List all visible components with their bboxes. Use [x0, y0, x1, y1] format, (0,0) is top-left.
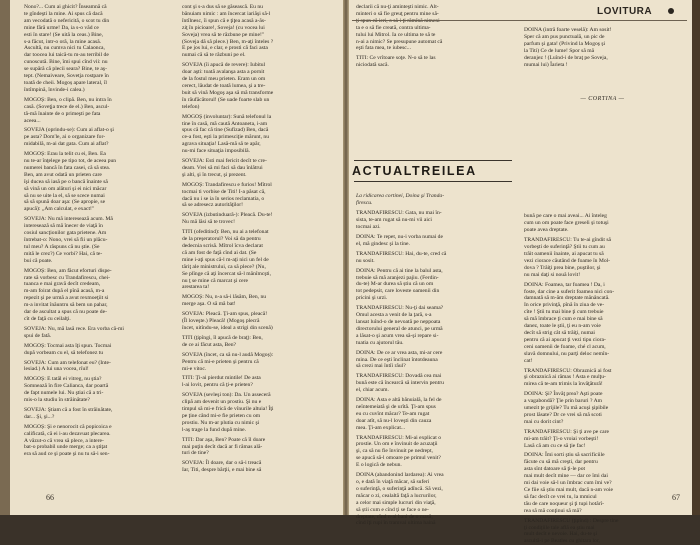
- text-line: [524, 82, 682, 89]
- text-line: calificată, că ei i-au dezavuat plecarea.: [24, 430, 111, 437]
- text-line: spui de fată.: [24, 332, 52, 339]
- text-line: E o logică de nebun.: [356, 462, 402, 469]
- text-line: SOVEJA (oprindu-se): Cum ai aflat-o şi: [24, 127, 114, 134]
- text-line: mi-e vitoc.: [182, 365, 207, 372]
- section-rule-top: [354, 160, 512, 161]
- text-line: Ce fiie să știu mai mult, dacă n-am voie: [524, 487, 614, 493]
- text-line: bănuiam nimic : am încercat iariăşi să-l: [182, 10, 271, 17]
- text-line: Soveja) vrea să te răzbune pe mine!": [182, 31, 265, 38]
- text-line: esti în stare! (Se uită la ceas.) Bine,: [24, 31, 104, 38]
- text-line: E pe jos lui, e clar, e prosti că faci asta: [182, 45, 268, 52]
- text-line: [524, 200, 682, 207]
- text-line: de fapt numele lui. Nu ştiai că a tri-: [24, 390, 104, 397]
- text-line: [524, 186, 682, 193]
- text-line: agrava situaţia! Lasă-mă să te apăr,: [182, 141, 261, 148]
- text-line: mea. Ţi-am explicat...: [356, 424, 406, 431]
- text-line: tăriţ ale ministrului, ca să plece? (Nu,: [182, 263, 266, 270]
- text-column-2: [182, 4, 332, 482]
- text-line: umezit ţe grijile? Tu mă acuşi şipibile: [524, 405, 609, 412]
- text-line: Somnează în fire Calianca, dar poartă: [24, 383, 109, 390]
- text-line: încet, uitîndu-se, ideal a strigi din scenă): [182, 324, 273, 331]
- text-line: nu-mi face situaţia imposibilă.: [182, 148, 251, 155]
- text-line: firescu.: [356, 200, 373, 207]
- running-header-title: LOVITURA: [597, 6, 653, 17]
- text-line: după vorbeam cu el, să telefonez tu: [24, 349, 104, 356]
- text-line: [356, 124, 516, 131]
- text-line: prost lăsate? Dr ce vrei să mă scoti: [524, 411, 602, 418]
- text-line: niciodată sacă.: [356, 62, 389, 69]
- text-line: dar toocea lui taică-tu m-au terribil de: [24, 52, 109, 59]
- text-line: foste, dar cine a suferit foamea nici con-: [524, 288, 615, 295]
- text-line: [524, 117, 682, 124]
- text-line: MOGOȘ: Erau la telit cu ei, Ben. Ea: [24, 151, 106, 158]
- text-line: A văzut-o că vrea să plece, a intere-: [24, 437, 104, 444]
- text-line: TRANDAFIRESCU: Obraznică ai fost: [524, 367, 612, 374]
- text-line: SOVEJA: Esti mai fericit decît te cre-: [182, 158, 267, 165]
- text-line: Iar, Titi, despre bărţii, e mai bine să: [182, 467, 262, 474]
- text-line: [524, 138, 682, 145]
- text-line: ce-a fost, eşti la primesciţie mărunt, nu: [182, 134, 269, 141]
- text-line: Sper că am pus punctuală, un pic de: [524, 33, 605, 40]
- text-line: cunoscută. Bine, îmi spui cînd vii: nu: [24, 59, 108, 66]
- text-line: dedecnia scrisă. Mîtrol îcva declarat: [182, 243, 263, 249]
- text-line: DOINA (abandonind lardarea): Ai vrea: [356, 472, 444, 479]
- text-line: [356, 69, 516, 76]
- text-line: ceni oamenii de foame, ché cl acum,: [524, 343, 606, 350]
- text-line: n-ai a nimic? Se presupune automat că: [356, 38, 443, 45]
- text-line: [524, 172, 682, 179]
- text-line: decît să strig cât să trăiţi, numai: [524, 329, 595, 336]
- text-line: [356, 152, 516, 159]
- text-line: du-te) M-ar durea să știu că un om: [356, 281, 434, 288]
- text-line: nu te-ar înţelege pe tipo tot, de aceea pun: [24, 158, 117, 165]
- text-line: să să spună doar aşa: (Se apropie, se: [24, 199, 106, 206]
- text-line: MOGOȘ (involuntar): Sună telefonul la: [182, 113, 272, 120]
- text-line: timpul să mi-e frică de vînurile altuia! Îţi: [182, 406, 274, 413]
- text-line: [524, 110, 682, 117]
- text-line: Nono?... Cum ai ghicit? Înseamnă că: [24, 4, 107, 10]
- text-line: TRANDAFIRESCU: Mi-ai explicat o: [356, 434, 441, 441]
- text-line: [524, 131, 682, 138]
- text-line: de ce ai făcut asta, Ben?: [182, 341, 237, 348]
- text-line: La ridicarea cortinei, Doina şi Tranda-: [356, 193, 445, 200]
- text-line: să crezi mai întîi răul?: [356, 363, 406, 370]
- text-line: se apucă să-l omoare pe primul venit?: [356, 455, 441, 462]
- text-line: nu ţ se mine că marcat şi cere: [182, 277, 249, 284]
- text-line: a vagabondă? Ţie prin baruri ? Am: [524, 398, 602, 405]
- section-rule-bottom: [354, 181, 512, 182]
- text-line: Se plînge că aţi încercat să-l mănîmcşti,: [182, 270, 272, 277]
- text-line: lansat luînd-o de nevoată pe neppoata: [356, 318, 441, 325]
- text-line: SOVEJA: Îl doare, dar o să-i treacă: [182, 460, 262, 467]
- text-line: tă-mă înainte de o primeşti pe fata: [24, 110, 101, 117]
- text-line: vezi ciorace căutând de foame în Mol-: [524, 257, 611, 264]
- text-line: nu sosit.: [356, 257, 375, 264]
- text-line: (Soveja dă să plece.) Ben, m-aţi înteles ?: [182, 38, 274, 45]
- text-line: [356, 18, 516, 25]
- text-line: spus că fac că tine (Sufizad) Ben, dacă: [182, 127, 269, 134]
- text-line: TITI: Ce vrîtoare soţe. N-o să te las: [356, 55, 436, 62]
- text-line: ziţ în picioare!, Soveja! (cu vocea lui: [182, 24, 265, 31]
- text-line: [524, 124, 682, 131]
- text-line: întîmpină, învinde-i calea.): [24, 86, 85, 93]
- page-number-left: 66: [46, 493, 54, 502]
- text-line: bună pe care o mai aveai... Ai înteleg: [524, 213, 607, 220]
- text-line: a celor mai simple lucruri din viaţă,: [356, 499, 436, 506]
- text-line: SOVEJA: Pleacă. Ţi-am spus, pleacă!: [182, 311, 268, 318]
- text-line: rate să vorbesc cu Trandafirescu, chei-: [24, 274, 111, 281]
- text-line: SOVEJA: Nu mă interesează acum. Mă: [24, 216, 113, 223]
- text-line: [524, 165, 682, 172]
- text-line: eşti fata mea, te iubesc...: [356, 45, 411, 52]
- text-line: interesează să mă înecer de viaţă în: [24, 223, 103, 230]
- text-line: tului lui Mitrol. Ia ce ultima te să te: [356, 31, 436, 38]
- text-line: bui că poate.: [24, 257, 53, 264]
- text-line: cît de faţă cu ceilalţi.: [24, 315, 71, 322]
- text-line: pe ţine când mi-e fie prieten cu om: [182, 412, 261, 419]
- text-line: să nu se uite la el, să se scece numai: [24, 192, 105, 199]
- text-line: întrebat-o: Nono, vrei să fii un plăcu-: [24, 237, 108, 243]
- text-line: TRANDAFIRESCU: Dovadă cea mai: [356, 373, 442, 380]
- text-line: Lasă că am cu ce să ţie fac!: [524, 442, 586, 449]
- text-line: [356, 90, 516, 97]
- text-line: rea să mă conţinui să mă?: [524, 507, 582, 514]
- text-line: clipă am devenit un prostiu. Şi nu e: [182, 399, 262, 406]
- text-line: să știi cum e cînd ţi se face o ne-: [356, 506, 429, 513]
- text-line: poate avea dreptate.: [524, 227, 569, 234]
- text-line: [356, 97, 516, 104]
- text-line: [356, 104, 516, 111]
- text-line: DOINA: Şi? Învăţ prea? Aşti poate: [524, 391, 603, 398]
- text-line: nu mai daţi si nouă lovit!: [524, 271, 581, 278]
- text-line: slavă domnului, nu parţi deloc nemîn-: [524, 350, 610, 357]
- text-line: [524, 151, 682, 158]
- text-line: SOVEJA (sevleşi ton): Da. Un asseceră: [182, 392, 271, 399]
- text-line: şi alti, şi în trecut, şi prezent.: [182, 171, 247, 178]
- text-line: în răufăcătorul! (Se uade foarte slab un: [182, 96, 270, 103]
- text-line: arestarea ta!: [182, 284, 210, 291]
- text-line: mis-o la studiu în străinătate?: [24, 397, 90, 404]
- text-line: MOGOȘ: Ben, o clipă. Ben, nu intra în: [24, 96, 112, 103]
- text-line: mult decît e nevoie. Hai, du-te şi: [524, 531, 598, 538]
- text-line: aceea...: [24, 117, 41, 124]
- text-line: prostiu. Nu m-ar plutia cu nimic şi: [182, 419, 260, 426]
- text-line: [356, 83, 516, 90]
- text-line: s-a făcut, intr-o oră, la mine acasă.: [24, 38, 102, 45]
- text-line: cat!: [524, 357, 533, 364]
- section-title: ACTUALTREILEA: [352, 164, 477, 178]
- text-line: TRANDAFIRESCU: Hai, du-te, cred că: [356, 250, 447, 257]
- text-line: TRANDAFIRESCU: Şi ţi ave pe care: [524, 428, 609, 435]
- text-line: TRANDAFIRESCU (ţipînd) : Despre tine: [524, 517, 619, 524]
- text-line: repezit şi pe urmă a avut rexmoeţiit si: [24, 295, 109, 302]
- text-line: dova ? Trăiţi prea bine, puştilor, şi: [524, 264, 601, 271]
- text-line: Pentru că mi-e prieten şi pentru că: [182, 358, 259, 365]
- text-line: dar de ascultat a spus că nu poate de-: [24, 309, 107, 316]
- text-line: declarii că nu-ţi aminteşti nimic. Alt-: [356, 4, 439, 10]
- text-line: TITI (ofeditind): Ben, nu ai a telefonat: [182, 229, 269, 236]
- text-line: mina. De ce eşti înclinat întotdeauna: [356, 356, 438, 363]
- text-line: doar aşti: toată avalanşa asta a pornit: [182, 69, 265, 76]
- text-line: a lăsat-o şi acum vrea să-şi repare si-: [356, 332, 439, 339]
- text-line: ţi condiţiile tale află ea ştiu mai: [524, 524, 595, 531]
- text-line: parfum şi gata! (Privind la Mogoş şi: [524, 40, 606, 47]
- text-line: [524, 144, 682, 151]
- text-line: prostie. Un om e învinuit de acuzaţii: [356, 441, 438, 448]
- text-line: mi-am trăit? Ţi-o vroiai vorbeşti!: [524, 435, 599, 442]
- text-line: asta sînt datoare să ţi-le pot: [524, 466, 586, 473]
- text-line: ascultă-i pe Beatles cu ghitara lor,: [524, 538, 600, 545]
- text-line: apucă): „Am calculat, e exact!": [24, 206, 95, 213]
- text-line: dacă nu i se ia în serios reclamatia, o: [182, 195, 265, 202]
- text-column-1: [24, 4, 174, 482]
- text-line: tul meu? A răspuns că nu ştie. (Se: [24, 243, 100, 250]
- text-line: TRANDAFIRESCU: Tu te-ai gîndit să: [524, 237, 612, 244]
- text-line: merge aşa. O să mă bat!: [182, 301, 236, 308]
- text-line: întîlnesc, îi spun că e ţiţea acasă a-ăs-: [182, 17, 266, 24]
- text-line: minteri o să fie greuţ pentru mine să-: [356, 10, 439, 17]
- text-line: cerect, lăudat de toată lumea, şi a tre-: [182, 82, 266, 89]
- text-line: el, chiar acum.: [356, 387, 389, 394]
- text-line: o suferinţă, o suferinţă adîncă. Să vezi,: [356, 485, 443, 492]
- text-line: era să aud ce şi poate şi nu tu să-i sen-: [24, 451, 110, 458]
- text-line: sista, te-am rugat să nu-mi vii aici: [356, 217, 432, 224]
- text-line: mită le crez?) Ce vorbi? Hai, că te-: [24, 250, 103, 257]
- text-line: măcar o zi, cealaltă faţă a lucrurilor,: [356, 492, 437, 499]
- text-line: casă. (Soveţja trece de el.) Ben, ascul-: [24, 103, 110, 110]
- text-line: tine în casă, mă caută Antoaneta, i-am: [182, 120, 268, 127]
- text-line: deranjez ! (Luînd-i de braţ pe Soveja,: [524, 54, 608, 61]
- cortina-marker: — CORTINA —: [580, 96, 625, 102]
- text-line: am vecodată o nefericită, o scot tu din: [24, 17, 110, 24]
- text-line: te gîndeşti la mine. Ai spus că dacă: [24, 10, 103, 17]
- text-line: [524, 103, 682, 110]
- header-rule: [352, 20, 687, 21]
- text-line: eu cu cuvînt măcar? Te-am rugat: [356, 410, 430, 417]
- text-line: pe asta? Dom'le, ai o organizare for-: [24, 134, 106, 141]
- book-edge: [692, 0, 700, 515]
- text-line: TRANDAFIRESCU: Gata, nu mai în-: [356, 210, 442, 217]
- text-line: SOVEJA (izbutinduară-): Pleacă. Du-te!: [182, 212, 273, 219]
- text-line: cont şi s-a dus să se găsească. Eu nu: [182, 4, 263, 10]
- text-line: TRANDAFIRESCU: Nu-ţi dai seama?: [356, 305, 444, 312]
- text-line: DOINA: Te repet, nu-i vorba numai de: [356, 234, 443, 240]
- text-line: numai că să te răzbuni pe el.: [182, 52, 246, 59]
- text-line: mine i-aţi spus că-l m-aţi nici un fel de: [182, 256, 269, 263]
- text-line: turi de tine?: [182, 450, 209, 457]
- text-line: SOVEJA: Nu, mă lasă rece. Era vorba că-mi: [24, 325, 124, 332]
- text-line: m-am foirat după el pînă acasă, m-a: [24, 288, 105, 295]
- text-line: pentru că ai apucat ţi vezi tipu ciora-: [524, 336, 606, 343]
- text-line: cînd îţi rupi în tramvai ultima haină: [356, 520, 436, 527]
- text-line: [524, 179, 682, 186]
- text-line: tuatia cu ajutorul tău.: [356, 339, 404, 346]
- text-line: [356, 131, 516, 138]
- text-line: MOGOȘ: Trandafirescu e furios! Mîtrol: [182, 181, 272, 188]
- text-line: el, mă gindesc şi la tine.: [356, 240, 410, 247]
- text-line: mumai lui) Îarieta !: [524, 61, 568, 68]
- text-line: MOGOȘ: Tocmai asta îţi spun. Tocmai: [24, 342, 112, 349]
- text-line: MOGOȘ: Nu, n-a să-i lăsăm, Ben, nu: [182, 294, 267, 301]
- text-line: midabilă, m-ai dat gata. Cum ai aflat?: [24, 141, 109, 148]
- text-line: că am fost de faţă cînd ai dat. (Se: [182, 249, 257, 256]
- text-line: [524, 158, 682, 165]
- text-line: SOVEJA: Cum am telefonat eu? (Inte-: [24, 359, 111, 366]
- text-line: [356, 111, 516, 118]
- text-line: doar atît, să nu-l loveşti din cauza: [356, 417, 432, 424]
- text-line: MOGOȘ: Şi e nenorocit că popicoica e: [24, 423, 112, 430]
- text-line: trăit oamenii înainte, ai apucat tu să: [524, 251, 604, 257]
- text-line: [524, 75, 682, 82]
- text-line: tocmai ti vorbise de Titi! I-a păsat că,: [182, 188, 266, 195]
- text-line: neîntemeiată şi de urîtă. Ţi-am spus: [356, 403, 436, 410]
- text-line: trebuie să mă aranjezi pajiu. (Ferdin-: [356, 274, 439, 281]
- text-line: MOGOȘ: E tatăl ei vitreg, nu ştia?: [24, 376, 102, 383]
- text-line: Ascultă, nu cumva nici tu Calaonca,: [24, 45, 105, 52]
- text-line: mai cu dorit cint?: [524, 418, 564, 425]
- text-line: deam. Vrei să mi faci să dau înlătrui: [182, 164, 263, 171]
- text-line: (Îl loveşte.) Pleacă! (Mogoş plecră: [182, 318, 260, 325]
- text-line: [356, 76, 516, 83]
- text-line: se supără că plecii seara? Bine, te aş-: [24, 66, 107, 73]
- text-line: mine fără urme! Da, ia s-o văd ce: [24, 24, 99, 31]
- text-line: DOINA: Îmi sorti ştiu să sacrificiile: [524, 452, 605, 459]
- text-line: mirea că te-am trimis la învăţătură!: [524, 381, 603, 388]
- text-line: SOVEJA (îi apucă de revere): Iubitul: [182, 62, 266, 69]
- text-line: [356, 187, 516, 194]
- text-line: buit să vină Mogoş aşa să mă transforme: [182, 89, 274, 96]
- text-line: DOINA (intră foarte veselă): Am sosit!: [524, 27, 612, 33]
- text-line: DOINA: De ce ar vrea asta, mi-ar cere: [356, 349, 443, 356]
- text-line: MOGOȘ: Ben, am făcut eforturi dispe-: [24, 267, 112, 274]
- text-line: şi, ca să nu fie învinuit pe nedrept,: [356, 448, 433, 455]
- text-line: DOINA: Pentru că ai tine la balul asta,: [356, 267, 443, 274]
- text-line: să fac decît ce vrei tu, la mmicul: [524, 493, 597, 500]
- text-line: TITI (ţipîngi, îl apucă de braţ): Ben,: [182, 334, 263, 341]
- text-line: tept. (Nemaiveare, Sovetja rostpare în: [24, 73, 109, 80]
- text-line: cum un om poate face greseli şi totuşi: [524, 220, 609, 227]
- text-line: bună este că încearcă să intervin pentru: [356, 380, 444, 387]
- text-line: mai puţin decît dacă ar fi rămas ală-: [182, 443, 263, 450]
- text-line: să vină un om alături şi ei nici măcar: [24, 185, 107, 192]
- text-line: [356, 118, 516, 125]
- text-line: toată de cheii. Mogoș apare lateral, îl: [24, 79, 107, 86]
- text-line: m-a invitat înăuntru să bem un pahar,: [24, 302, 108, 309]
- text-line: Omul acesta a venit de la ţară, s-a: [356, 312, 432, 319]
- text-line: TITI: Dar aşa, Ben? Poate că îl doare: [182, 436, 266, 443]
- text-line: SOVEJA: Ştiam că a fost în străinătate,: [24, 406, 113, 413]
- text-line: tocmai azi.: [356, 224, 381, 231]
- header-bullet-icon: [668, 8, 674, 14]
- text-line: TITI: Ţi-ai pierdut mintile! De asta: [182, 375, 261, 382]
- text-line: îşi ducea să iasă pe o bancă înainte să: [24, 178, 108, 185]
- text-line: ta e o să fie creată, contra ultima-: [356, 24, 431, 31]
- text-line: [524, 68, 682, 75]
- text-line: la Titi) Ce de lume! Spor să mă: [524, 47, 595, 54]
- text-line: cosiul sancţionilor gata prietene. Am: [24, 230, 107, 237]
- text-line: cîte ! Ştii tu mai bine ţi cum trebuie: [524, 309, 604, 316]
- text-line: să se adresecz autorităţilor!: [182, 202, 244, 209]
- text-line: pricini şi urzi.: [356, 295, 388, 302]
- text-line: l-aş trage la fund după mine.: [182, 426, 246, 433]
- text-line: de la fostul meu prieten. Eram un om: [182, 76, 266, 83]
- text-line: vorbeşti de suferinţă? Ştii tu cum au: [524, 244, 605, 251]
- text-line: să mă îmbrace ţi cum e mai bine să: [524, 316, 603, 323]
- text-line: tot pedepsit, care loveste oamenii din: [356, 288, 440, 295]
- text-line: SOVEJA (încet, ca să nu-l audă Mogoș):: [182, 351, 274, 358]
- text-line: Nu mă lăsi să te trovec!: [182, 219, 235, 226]
- text-line: tău de care noqueur şi ţi tupi hotărî-: [524, 500, 604, 507]
- text-line: directorului general de atunci, pe urmă: [356, 325, 443, 332]
- text-line: bat-o probabil unde merge; ca a ştiţat: [24, 444, 108, 451]
- text-line: DOINA: Foamea, tar foamea ! Da, i: [524, 281, 605, 288]
- text-line: damnată să m-ăm dreptate mănâncată.: [524, 295, 610, 302]
- text-line: telefon): [182, 103, 200, 110]
- text-line: mi dai voie să-l un îmbrac cum îmi ve?: [524, 480, 612, 487]
- text-line: [524, 193, 682, 200]
- text-line: de la preşeratorul? Voi să da pentru: [182, 236, 261, 243]
- text-column-3: [356, 4, 516, 527]
- text-line: lesiad.) A lui una vocea, rîul!: [24, 366, 89, 373]
- text-line: DOINA: Asta e altă bănuială, la fel de: [356, 397, 442, 404]
- text-line: tuanca e mai gravă decît credeam,: [24, 281, 101, 288]
- text-line: Ben, am avut odată un prieten care: [24, 171, 102, 178]
- text-line: dreptate, cînd n-ai bani de o masă,: [356, 513, 433, 520]
- text-line: [524, 207, 682, 214]
- text-line: danez, toate le ştii, ţi eu n-am voie: [524, 323, 601, 330]
- text-line: dar... Şi, şi...?: [24, 413, 55, 420]
- text-line: o, e dată în viaţă măcar, să suferi: [356, 479, 430, 485]
- text-line: [356, 138, 516, 145]
- text-line: l-ai lovit, pentru că ţi-e prieten?: [182, 382, 253, 389]
- book-gutter: [343, 0, 349, 515]
- page-number-right: 67: [672, 493, 680, 502]
- text-line: făcute cu să mă creşti, dar pentru: [524, 459, 598, 466]
- text-line: şi obraznică ai rămas ! Asta e mulţu-: [524, 374, 606, 381]
- text-line: [356, 145, 516, 152]
- text-line: numerei bancă în fata casei, că să stea.: [24, 164, 111, 171]
- text-line: In orice privinţă, pînă în ziua de ve-: [524, 302, 605, 309]
- text-line: mai mult decît mine — dar ce îmi dai: [524, 473, 608, 480]
